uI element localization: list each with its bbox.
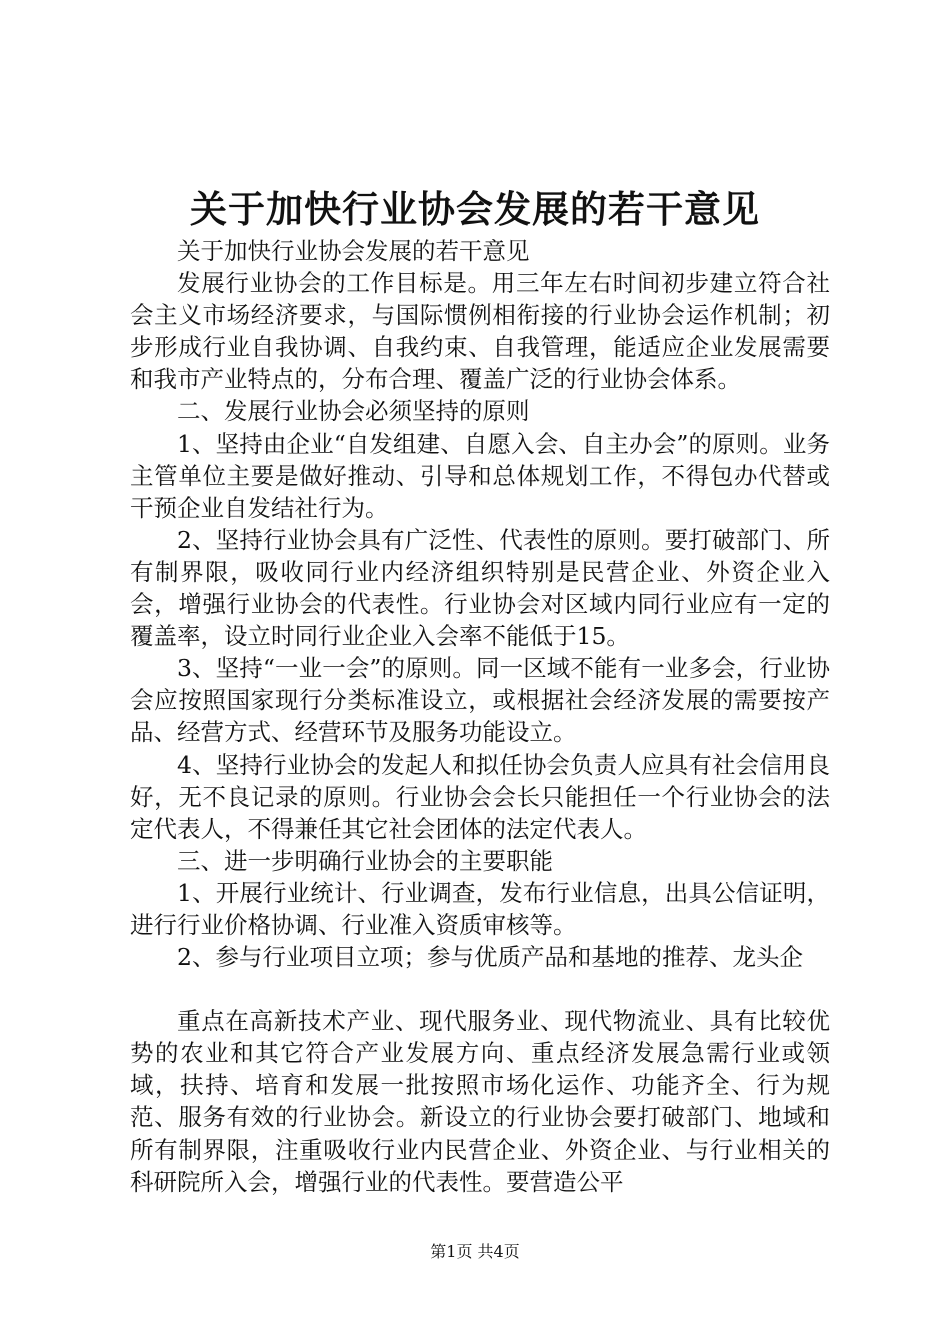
paragraph-work-goal: 发展行业协会的工作目标是。用三年左右时间初步建立符合社会主义市场经济要求，与国际惯例相衔接的行业协会运作机制；初步形成行业自我协调、自我约束、自我管理，能适应企业发展需要和我市产业特点的，分布合理、覆盖广泛的行业协会体系。 [130, 269, 830, 394]
principle-3: 3、坚持“一业一会”的原则。同一区域不能有一业多会，行业协会应按照国家现行分类标准设立，或根据社会经济发展的需要按产品、经营方式、经营环节及服务功能设立。 [130, 654, 830, 747]
paragraph-key-focus: 重点在高新技术产业、现代服务业、现代物流业、具有比较优势的农业和其它符合产业发展方向、重点经济发展急需行业或领域，扶持、培育和发展一批按照市场化运作、功能齐全、行为规范、服务有效的行业协会。新设立的行业协会要打破部门、地域和所有制界限，注重吸收行业内民营企业、外资企业、与行业相关的科研院所入会，增强行业的代表性。要营造公平 [130, 1007, 830, 1196]
document-body [130, 235, 830, 1198]
function-2: 2、参与行业项目立项；参与优质产品和基地的推荐、龙头企 [177, 943, 803, 972]
page-title: 关于加快行业协会发展的若干意见 [190, 187, 760, 231]
principle-2: 2、坚持行业协会具有广泛性、代表性的原则。要打破部门、所有制界限，吸收同行业内经济组织特别是民营企业、外资企业入会，增强行业协会的代表性。行业协会对区域内同行业应有一定的覆盖率，设立时同行业企业入会率不能低于15。 [130, 525, 830, 651]
paragraph-repeated-title: 关于加快行业协会发展的若干意见 [177, 237, 530, 265]
section-heading-functions: 三、进一步明确行业协会的主要职能 [177, 846, 553, 875]
section-heading-principles: 二、发展行业协会必须坚持的原则 [177, 397, 530, 426]
principle-1: 1、坚持由企业“自发组建、自愿入会、自主办会”的原则。业务主管单位主要是做好推动、引导和总体规划工作，不得包办代替或干预企业自发结社行为。 [130, 429, 830, 522]
function-1: 1、开展行业统计、行业调查，发布行业信息，出具公信证明，进行行业价格协调、行业准入资质审核等。 [130, 878, 830, 939]
principle-4: 4、坚持行业协会的发起人和拟任协会负责人应具有社会信用良好，无不良记录的原则。行业协会会长只能担任一个行业协会的法定代表人，不得兼任其它社会团体的法定代表人。 [130, 750, 830, 843]
page-footer: 第1页 共4页 [430, 1242, 520, 1261]
